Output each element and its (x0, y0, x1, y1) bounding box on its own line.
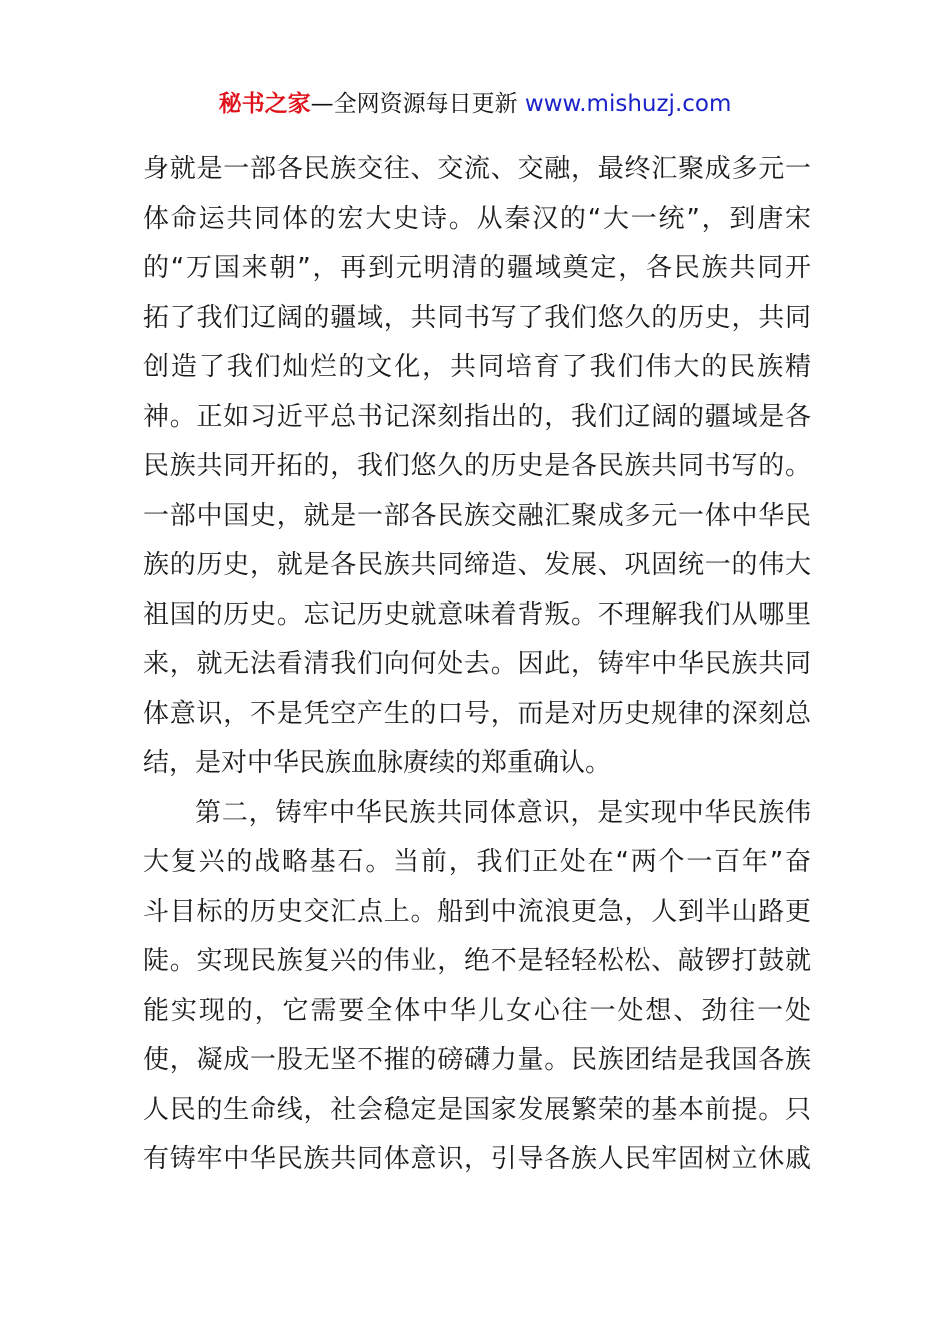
text-line: 的“万国来朝”，再到元明清的疆域奠定，各民族共同开 (143, 253, 811, 283)
paragraph-first-line: 第二，铸牢中华民族共同体意识，是实现中华民族伟 (195, 797, 811, 828)
text-line: 体命运共同体的宏大史诗。从秦汉的“大一统”，到唐宋 (143, 203, 811, 234)
text-line: 民族共同开拓的，我们悠久的历史是各民族共同书写的。 (143, 451, 811, 481)
text-line: 族的历史，就是各民族共同缔造、发展、巩固统一的伟大 (143, 550, 811, 580)
document-body (143, 145, 811, 1185)
text-line: 来，就无法看清我们向何处去。因此，铸牢中华民族共同 (143, 649, 811, 679)
brand-name: 秘书之家 (218, 91, 311, 117)
text-line: 神。正如习近平总书记深刻指出的，我们辽阔的疆域是各 (143, 401, 811, 432)
text-line: 使，凝成一股无坚不摧的磅礴力量。民族团结是我国各族 (143, 1045, 811, 1075)
text-line: 一部中国史，就是一部各民族交融汇聚成多元一体中华民 (143, 500, 811, 531)
text-line: 陡。实现民族复兴的伟业，绝不是轻轻松松、敲锣打鼓就 (143, 946, 811, 976)
text-line: 创造了我们灿烂的文化，共同培育了我们伟大的民族精 (143, 352, 811, 382)
text-line: 人民的生命线，社会稳定是国家发展繁荣的基本前提。只 (143, 1094, 811, 1125)
site-header (0, 88, 950, 120)
text-line: 有铸牢中华民族共同体意识，引导各族人民牢固树立休戚 (143, 1144, 811, 1174)
text-line: 拓了我们辽阔的疆域，共同书写了我们悠久的历史，共同 (143, 302, 811, 333)
text-line: 祖国的历史。忘记历史就意味着背叛。不理解我们从哪里 (143, 599, 811, 630)
paragraph-last-line: 结，是对中华民族血脉赓续的郑重确认。 (143, 748, 612, 778)
site-url-link[interactable]: www.mishuzj.com (524, 91, 732, 117)
text-line: 大复兴的战略基石。当前，我们正处在“两个一百年”奋 (143, 847, 811, 877)
header-slogan: —全网资源每日更新 (310, 91, 518, 117)
text-line: 能实现的，它需要全体中华儿女心往一处想、劲往一处 (143, 995, 811, 1026)
text-line: 体意识，不是凭空产生的口号，而是对历史规律的深刻总 (143, 698, 811, 729)
text-line: 身就是一部各民族交往、交流、交融，最终汇聚成多元一 (143, 154, 811, 184)
text-line: 斗目标的历史交汇点上。船到中流浪更急，人到半山路更 (143, 896, 811, 927)
